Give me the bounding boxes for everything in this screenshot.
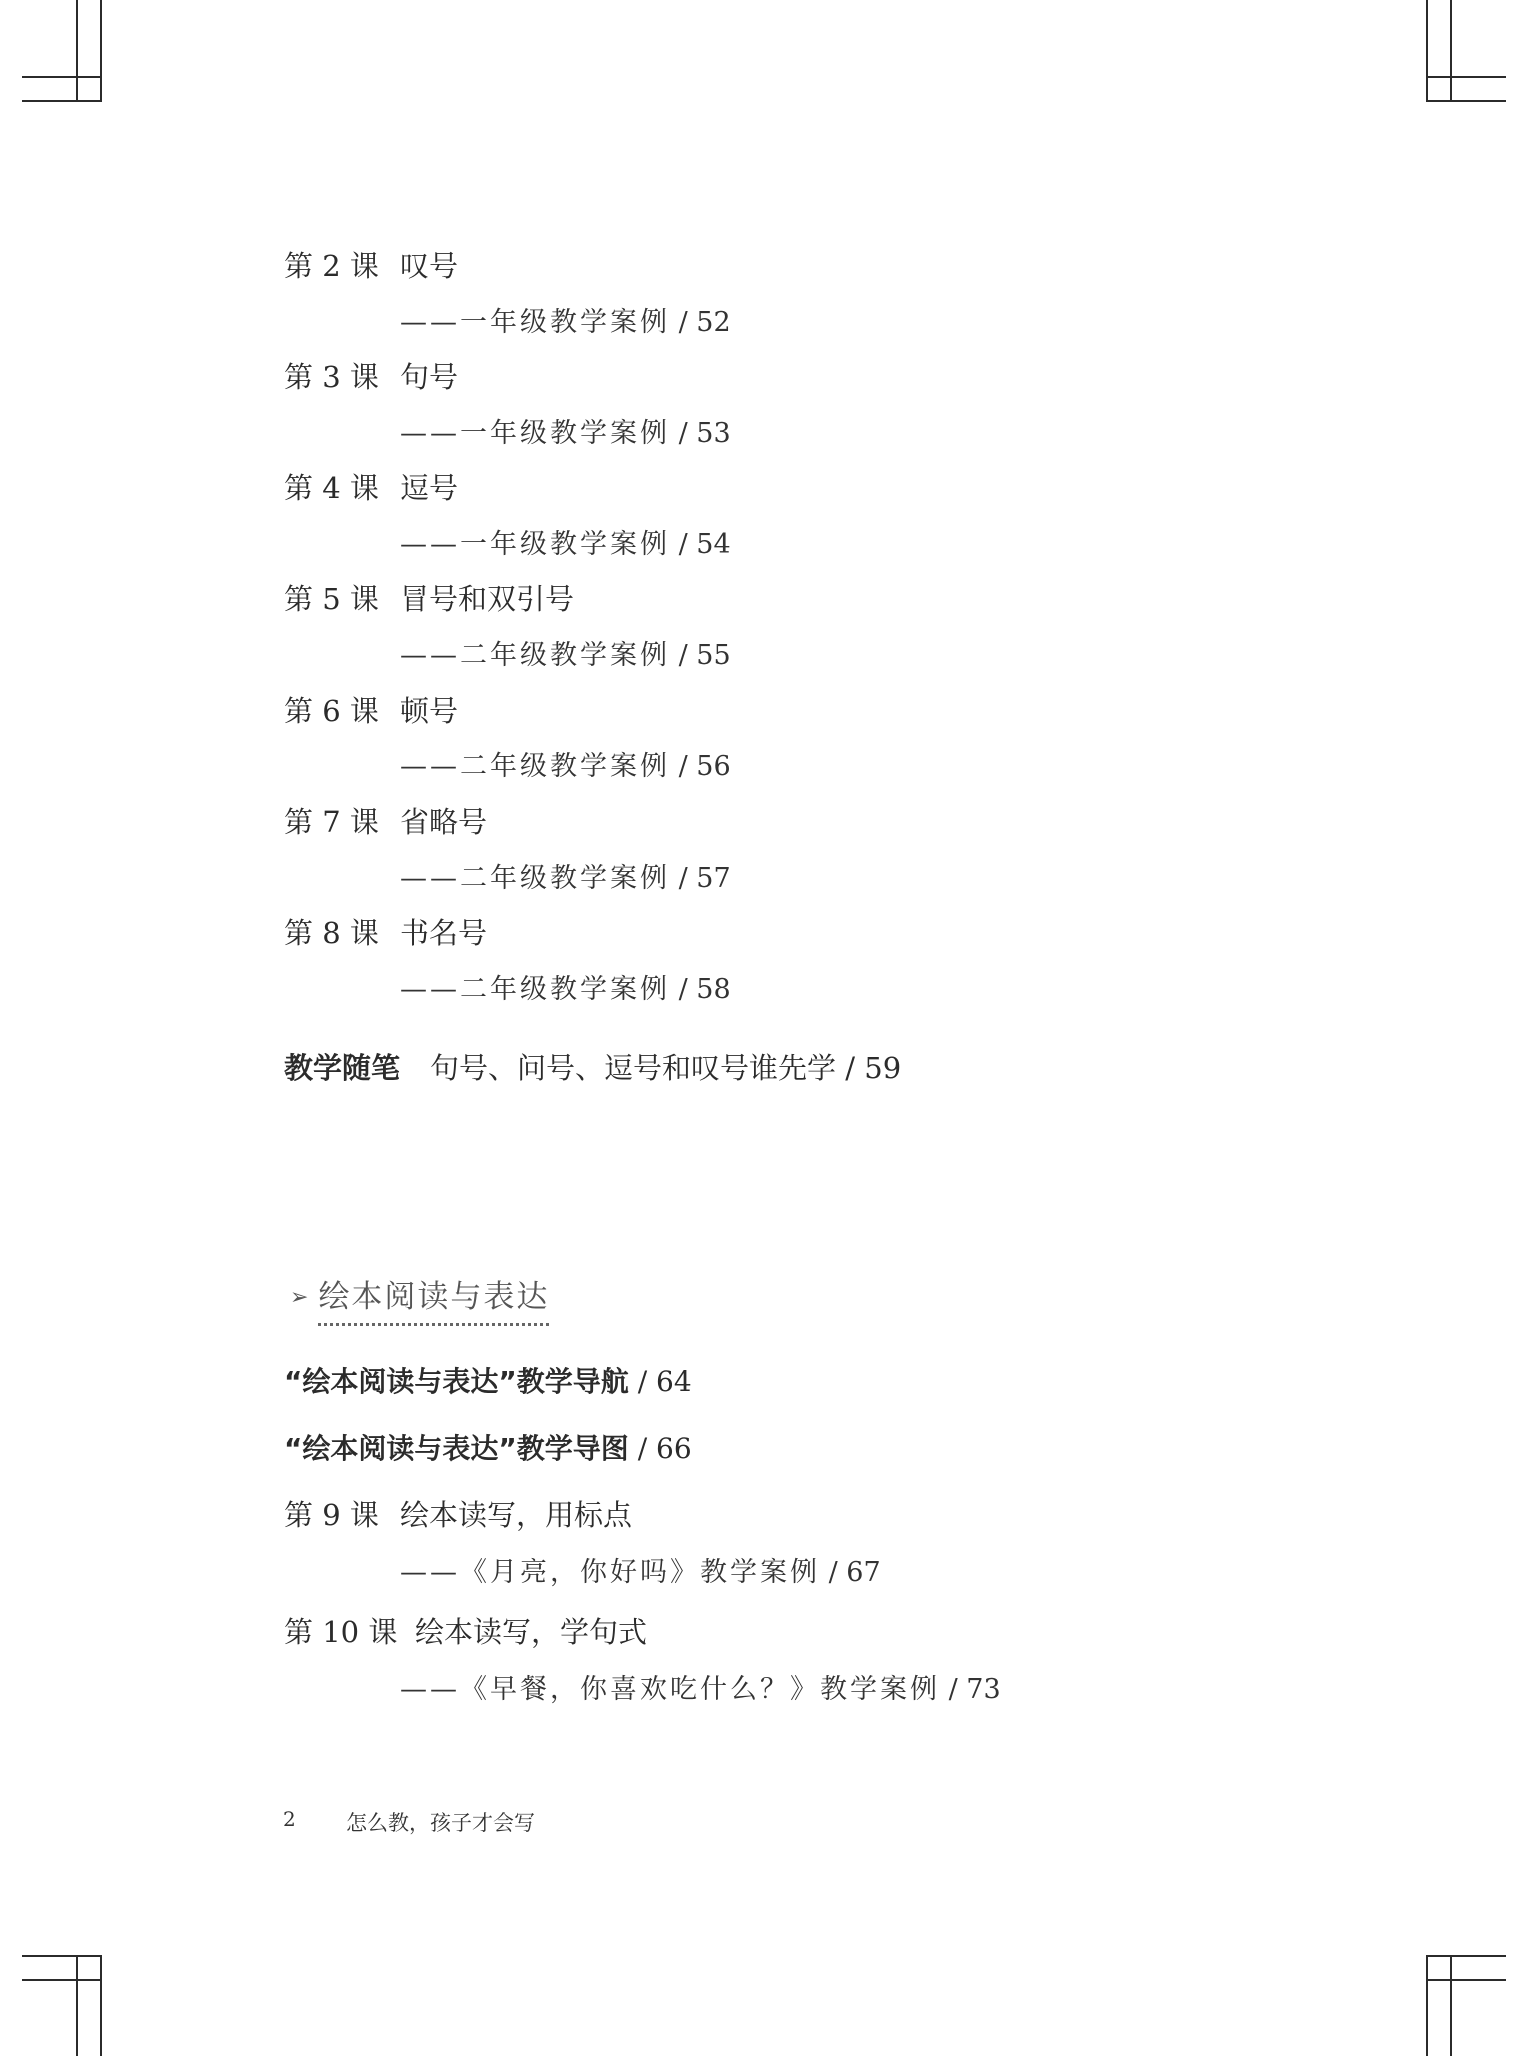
lesson-title: 顿号 xyxy=(400,694,459,728)
toc-entry-title[interactable] xyxy=(284,1615,648,1649)
lesson-number: 第 4 课 xyxy=(284,471,379,505)
page-number: 67 xyxy=(846,1557,881,1588)
folio-page-number: 2 xyxy=(283,1807,296,1831)
lesson-title: 绘本读写，用标点 xyxy=(400,1498,633,1532)
lesson-number: 第 10 课 xyxy=(284,1615,398,1649)
toc-entry-subtitle[interactable]: ——《早餐，你喜欢吃什么？》教学案例 / 73 xyxy=(400,1674,1001,1705)
lesson-number: 第 9 课 xyxy=(284,1498,379,1532)
page-number: 73 xyxy=(966,1674,1001,1705)
lesson-subtitle: ——一年级教学案例 xyxy=(400,529,670,560)
toc-entry-title[interactable] xyxy=(284,916,488,950)
toc-entry-title[interactable] xyxy=(284,694,459,728)
toc-entry-subtitle[interactable]: ——二年级教学案例 / 58 xyxy=(400,974,731,1005)
lesson-subtitle: ——一年级教学案例 xyxy=(400,418,670,449)
lesson-title: 绘本读写，学句式 xyxy=(415,1615,648,1649)
lesson-title: 冒号和双引号 xyxy=(400,582,575,616)
toc-entry-subtitle[interactable]: ——一年级教学案例 / 54 xyxy=(400,529,731,560)
page-number: 55 xyxy=(696,640,731,671)
toc-entry-title[interactable] xyxy=(284,805,488,839)
running-footer-book-title: 怎么教，孩子才会写 xyxy=(346,1811,535,1835)
lesson-title: 句号 xyxy=(400,360,459,394)
page-number: 53 xyxy=(696,418,731,449)
lesson-title: 逗号 xyxy=(400,471,459,505)
lesson-number: 第 5 课 xyxy=(284,582,379,616)
toc-entry-subtitle[interactable]: ——《月亮，你好吗》教学案例 / 67 xyxy=(400,1557,881,1588)
page-number: 57 xyxy=(696,863,731,894)
arrow-bullet-icon: ➢ xyxy=(290,1285,309,1310)
lesson-title: 叹号 xyxy=(400,249,459,283)
lesson-number: 第 6 课 xyxy=(284,694,379,728)
toc-entry-title[interactable] xyxy=(284,249,459,283)
lesson-subtitle: ——二年级教学案例 xyxy=(400,640,670,671)
toc-entry-title[interactable] xyxy=(284,360,459,394)
teaching-note-title: 句号、问号、逗号和叹号谁先学 xyxy=(430,1051,837,1085)
lesson-number: 第 7 课 xyxy=(284,805,379,839)
teaching-note-label: 教学随笔 xyxy=(284,1051,401,1085)
lesson-number: 第 3 课 xyxy=(284,360,379,394)
toc-entry-subtitle[interactable]: ——二年级教学案例 / 57 xyxy=(400,863,731,894)
lesson-subtitle: ——《早餐，你喜欢吃什么？》教学案例 xyxy=(400,1674,940,1705)
page-number: 52 xyxy=(696,307,731,338)
lesson-title: 省略号 xyxy=(400,805,488,839)
section-heading xyxy=(290,1279,550,1326)
lesson-subtitle: ——《月亮，你好吗》教学案例 xyxy=(400,1557,820,1588)
toc-entry-subtitle[interactable]: ——一年级教学案例 / 53 xyxy=(400,418,731,449)
page-number: 56 xyxy=(696,751,731,782)
section-title: 绘本阅读与表达 xyxy=(318,1282,549,1326)
lesson-number: 第 8 课 xyxy=(284,916,379,950)
toc-entry-subtitle[interactable]: ——一年级教学案例 / 52 xyxy=(400,307,731,338)
teaching-note-entry[interactable]: 教学随笔 句号、问号、逗号和叹号谁先学 / 59 xyxy=(284,1051,902,1085)
guide-entry[interactable]: “绘本阅读与表达”教学导航 / 64 xyxy=(284,1365,692,1398)
lesson-subtitle: ——二年级教学案例 xyxy=(400,863,670,894)
toc-entry-title[interactable] xyxy=(284,582,575,616)
lesson-number: 第 2 课 xyxy=(284,249,379,283)
toc-entry-title[interactable] xyxy=(284,1498,633,1532)
lesson-title: 书名号 xyxy=(400,916,488,950)
page-number: 58 xyxy=(696,974,731,1005)
page-number: 64 xyxy=(656,1365,692,1398)
page-number: 59 xyxy=(864,1051,902,1085)
lesson-subtitle: ——二年级教学案例 xyxy=(400,974,670,1005)
lesson-subtitle: ——二年级教学案例 xyxy=(400,751,670,782)
page-number: 66 xyxy=(656,1432,692,1465)
guide-entry[interactable]: “绘本阅读与表达”教学导图 / 66 xyxy=(284,1432,692,1465)
toc-entry-title[interactable] xyxy=(284,471,459,505)
lesson-subtitle: ——一年级教学案例 xyxy=(400,307,670,338)
toc-entry-subtitle[interactable]: ——二年级教学案例 / 56 xyxy=(400,751,731,782)
page-number: 54 xyxy=(696,529,731,560)
guide-title: “绘本阅读与表达”教学导航 xyxy=(284,1365,629,1398)
toc-entry-subtitle[interactable]: ——二年级教学案例 / 55 xyxy=(400,640,731,671)
guide-title: “绘本阅读与表达”教学导图 xyxy=(284,1432,629,1465)
